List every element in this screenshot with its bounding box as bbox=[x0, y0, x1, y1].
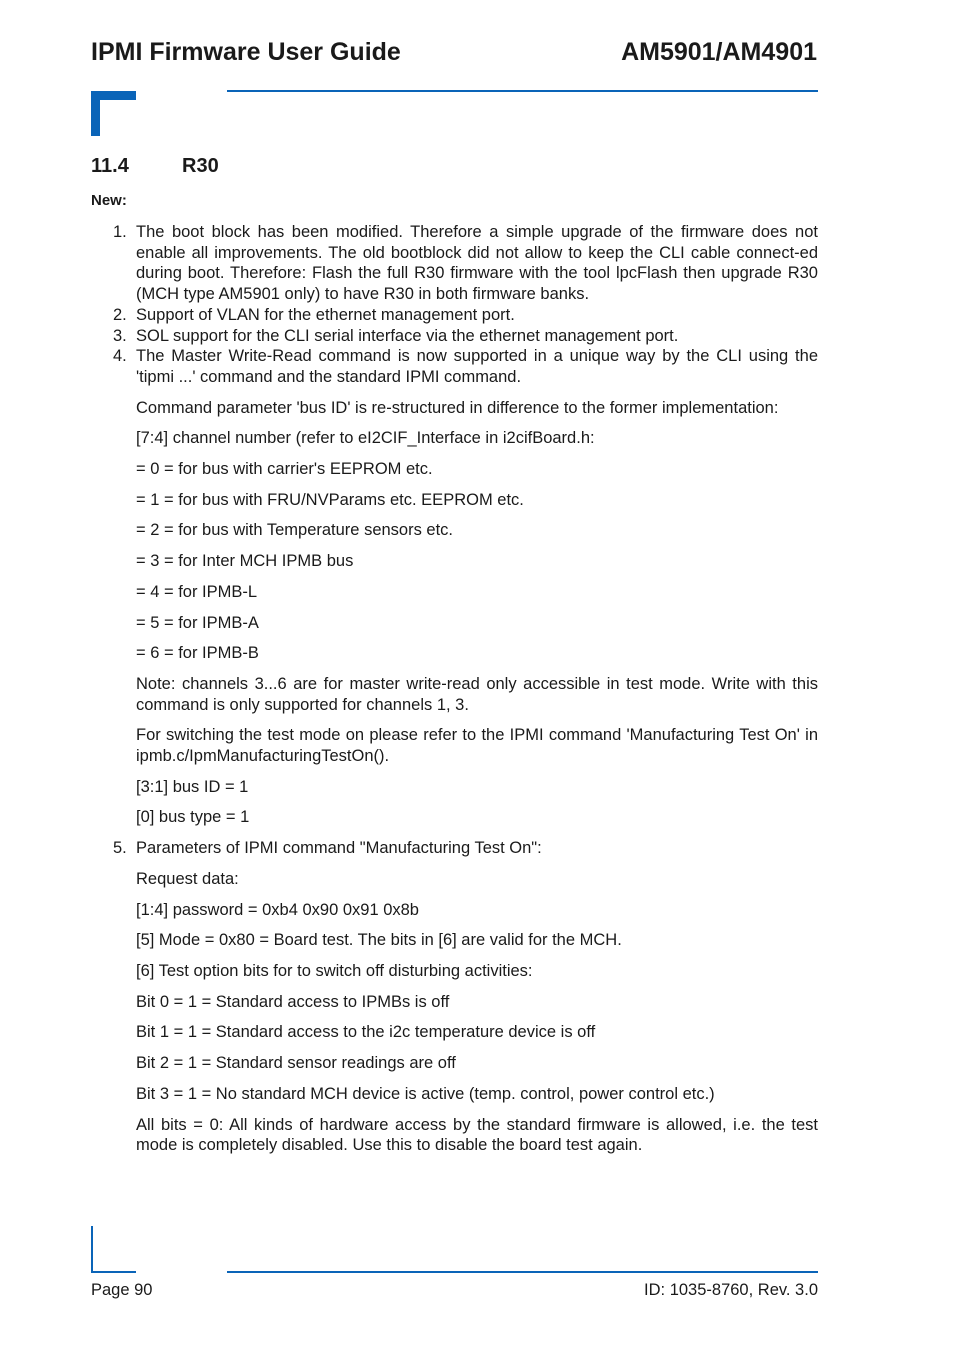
item5-paragraph: All bits = 0: All kinds of hardware access by the standard firmware is allowed, i.e. the test mode is completely disabled. Use this to disable the board test again. bbox=[136, 1115, 818, 1155]
item4-paragraph: [0] bus type = 1 bbox=[136, 808, 250, 827]
item4-paragraph: Note: channels 3...6 are for master write-read only accessible in test mode. Write with this command is only supported for channels 1, 3. bbox=[136, 674, 818, 714]
section-heading bbox=[91, 155, 219, 178]
list-number: 1. bbox=[113, 223, 127, 241]
item5-paragraph: Bit 0 = 1 = Standard access to IPMBs is off bbox=[136, 992, 450, 1011]
item5-paragraph: [1:4] password = 0xb4 0x90 0x91 0x8b bbox=[136, 900, 419, 919]
item5-paragraph: [6] Test option bits for to switch off disturbing activities: bbox=[136, 961, 533, 980]
header-corner-mark bbox=[91, 91, 136, 136]
item5-paragraph: Bit 2 = 1 = Standard sensor readings are off bbox=[136, 1054, 456, 1073]
list-item bbox=[91, 838, 818, 859]
item4-paragraph: = 1 = for bus with FRU/NVParams etc. EEPROM etc. bbox=[136, 490, 524, 509]
list-item bbox=[91, 326, 818, 347]
document-title: IPMI Firmware User Guide bbox=[91, 38, 401, 66]
item4-paragraph: = 2 = for bus with Temperature sensors etc. bbox=[136, 521, 454, 540]
list-text: Support of VLAN for the ethernet management port. bbox=[136, 305, 515, 324]
footer-rule bbox=[227, 1271, 818, 1273]
list-number: 2. bbox=[113, 305, 127, 324]
item4-paragraph: = 3 = for Inter MCH IPMB bus bbox=[136, 552, 354, 571]
list-text: Parameters of IPMI command "Manufacturing Test On": bbox=[136, 839, 542, 858]
item4-paragraph: [3:1] bus ID = 1 bbox=[136, 777, 249, 796]
item5-paragraph: Bit 3 = 1 = No standard MCH device is active (temp. control, power control etc.) bbox=[136, 1084, 715, 1103]
list-text: The boot block has been modified. Therefore a simple upgrade of the firmware does not enable all improvements. The old bootblock did not allow to keep the CLI cable connect-ed during boot. Therefore: Flash the full R30 firmware with the tool lpcFlash then upgrade R30 (MCH type AM5901 only) to have R30 in both firmware banks. bbox=[136, 223, 818, 304]
release-notes bbox=[91, 222, 818, 1156]
item4-paragraph: For switching the test mode on please refer to the IPMI command 'Manufacturing Test On' in ipmb.c/IpmManufacturingTestOn(). bbox=[136, 726, 818, 766]
header-rule bbox=[227, 90, 818, 92]
item5-paragraph: [5] Mode = 0x80 = Board test. The bits in [6] are valid for the MCH. bbox=[136, 931, 622, 950]
section-title: R30 bbox=[182, 155, 219, 177]
item4-paragraph: [7:4] channel number (refer to eI2CIF_Interface in i2cifBoard.h: bbox=[136, 429, 595, 448]
item4-paragraph: = 6 = for IPMB-B bbox=[136, 644, 259, 663]
document-id: ID: 1035-8760, Rev. 3.0 bbox=[644, 1281, 818, 1299]
item4-paragraph: = 0 = for bus with carrier's EEPROM etc. bbox=[136, 460, 433, 479]
item5-paragraph: Request data: bbox=[136, 869, 239, 888]
list-text: SOL support for the CLI serial interface via the ethernet management port. bbox=[136, 326, 679, 345]
list-number: 4. bbox=[113, 347, 127, 366]
list-text: The Master Write-Read command is now supported in a unique way by the CLI using the 'tipmi ...' command and the standard IPMI command. bbox=[136, 347, 818, 386]
item5-paragraph: Bit 1 = 1 = Standard access to the i2c temperature device is off bbox=[136, 1023, 596, 1042]
list-number: 5. bbox=[113, 839, 127, 858]
page-number: Page 90 bbox=[91, 1281, 153, 1299]
list-number: 3. bbox=[113, 326, 127, 345]
list-item bbox=[91, 346, 818, 387]
list-item bbox=[91, 222, 818, 305]
item4-paragraph: = 4 = for IPMB-L bbox=[136, 582, 258, 601]
item4-paragraph: Command parameter 'bus ID' is re-structured in difference to the former implementation: bbox=[136, 398, 779, 417]
list-item bbox=[91, 305, 818, 326]
product-model: AM5901/AM4901 bbox=[621, 38, 817, 66]
new-label: New: bbox=[91, 192, 127, 209]
footer-corner-mark bbox=[91, 1226, 136, 1273]
section-number: 11.4 bbox=[91, 155, 129, 177]
item4-paragraph: = 5 = for IPMB-A bbox=[136, 613, 259, 632]
